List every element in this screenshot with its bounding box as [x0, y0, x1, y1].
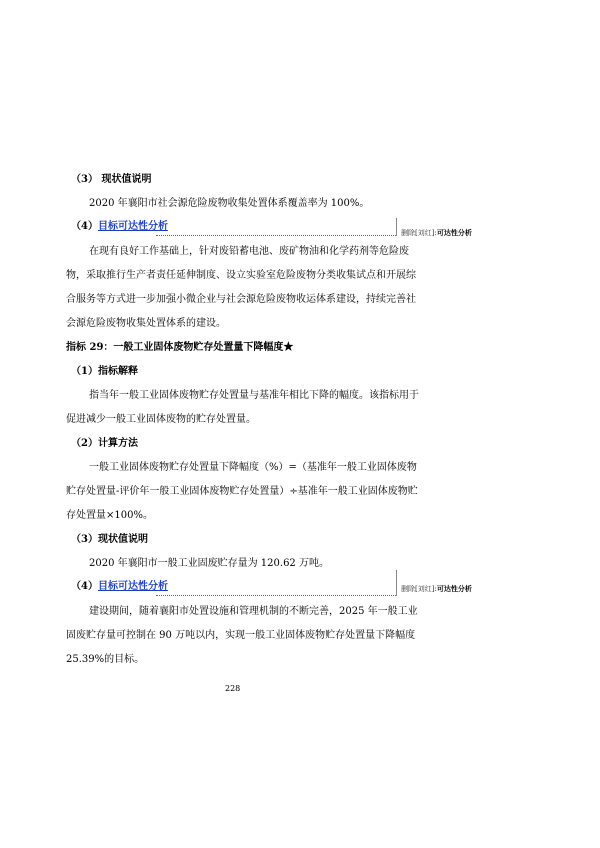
revision-comment[interactable]: 删除[刘红]:可达性分析: [401, 228, 472, 237]
revision-connector-line: [156, 595, 396, 596]
paragraph-line: 促进减少一般工业固体废物的贮存处置量。: [66, 414, 256, 425]
paragraph-line: 存处置量×100%。: [66, 510, 153, 521]
tracked-change-link[interactable]: 目标可达性分析: [97, 581, 168, 592]
revision-margin-line: [396, 218, 397, 236]
heading-status-value-3b: （3）现状值说明: [71, 534, 148, 545]
heading-explanation-1: （1）指标解释: [71, 366, 138, 377]
heading-status-value-3: （3） 现状值说明: [71, 174, 152, 185]
paragraph-line: 25.39%的目标。: [66, 654, 145, 665]
page-number: 228: [225, 684, 241, 693]
paragraph-line: 在现有良好工作基础上，针对废铅蓄电池、废矿物油和化学药剂等危险废: [89, 246, 409, 257]
paragraph-line: 会源危险废物收集处置体系的建设。: [66, 318, 226, 329]
paragraph-status-value: 2020 年襄阳市一般工业固废贮存量为 120.62 万吨。: [89, 558, 329, 569]
paragraph-line: 物，采取推行生产者责任延伸制度、设立实验室危险废物分类收集试点和开展综: [66, 270, 416, 281]
paragraph-line: 一般工业固体废物贮存处置量下降幅度（%）=（基准年一般工业固体废物: [89, 462, 417, 473]
heading-method-2: （2）计算方法: [71, 438, 138, 449]
tracked-change-link[interactable]: 目标可达性分析: [97, 221, 168, 232]
paragraph-line: 合服务等方式进一步加强小微企业与社会源危险废物收运体系建设，持续完善社: [66, 294, 416, 305]
heading-feasibility-4: [71, 221, 168, 233]
paragraph-line: 贮存处置量-评价年一般工业固体废物贮存处置量）÷基准年一般工业固体废物贮: [66, 486, 418, 497]
paragraph-line: 建设期间，随着襄阳市处置设施和管理机制的不断完善，2025 年一般工业: [89, 606, 418, 617]
heading-prefix: （4）: [71, 221, 98, 232]
heading-feasibility-4b: [71, 581, 168, 593]
paragraph-line: 指当年一般工业固体废物贮存处置量与基准年相比下降的幅度。该指标用于: [89, 390, 419, 401]
revision-connector-line: [156, 235, 396, 236]
heading-prefix: （4）: [71, 581, 98, 592]
indicator-heading: 指标 29：一般工业固体废物贮存处置量下降幅度★: [66, 342, 294, 353]
paragraph-line: 固废贮存量可控制在 90 万吨以内，实现一般工业固体废物贮存处置量下降幅度: [66, 630, 416, 641]
revision-comment[interactable]: 删除[刘红]:可达性分析: [401, 584, 472, 593]
revision-margin-line: [396, 570, 397, 596]
paragraph-status-value: 2020 年襄阳市社会源危险废物收集处置体系覆盖率为 100%。: [89, 198, 370, 209]
